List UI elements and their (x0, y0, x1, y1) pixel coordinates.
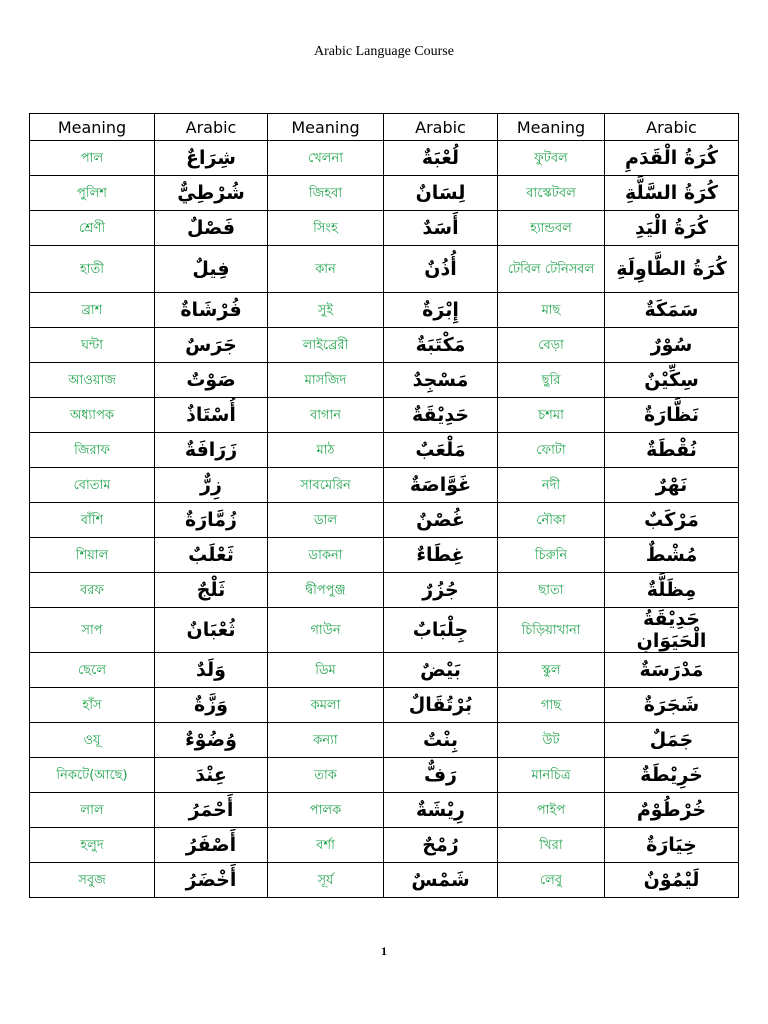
page-title: Arabic Language Course (314, 44, 454, 59)
arabic-word: ثَلْجٌ (196, 579, 226, 601)
meaning-text: লেবু (539, 872, 563, 888)
arabic-word: كُرَةُ السَّلَّةِ (625, 182, 718, 204)
meaning-cell (498, 363, 605, 398)
arabic-word: حَدِيْقَةُ الْحَيَوَانِ (636, 608, 707, 652)
table-row (30, 793, 739, 828)
arabic-word: جُزُرٌ (422, 579, 459, 601)
meaning-text: দ্বীপপুঞ্জ (305, 582, 346, 598)
meaning-text: ছেলে (77, 662, 107, 678)
column-header-arabic: Arabic (384, 114, 498, 141)
table-row (30, 246, 739, 293)
meaning-text: চিরুনি (534, 547, 568, 563)
table-row (30, 688, 739, 723)
meaning-text: ছুরি (541, 372, 561, 388)
meaning-cell (498, 141, 605, 176)
meaning-cell (30, 538, 155, 573)
arabic-word-cell (605, 863, 739, 898)
arabic-word-cell (155, 433, 268, 468)
arabic-word: فِيلٌ (192, 258, 230, 280)
table-row (30, 433, 739, 468)
table-row (30, 398, 739, 433)
arabic-word: غُصْنٌ (416, 509, 465, 531)
arabic-word: مَكْتَبَةٌ (415, 334, 466, 356)
column-header-meaning: Meaning (30, 114, 155, 141)
arabic-word: بَيْضٌ (420, 659, 461, 681)
meaning-text: জিহবা (308, 185, 343, 201)
meaning-text: সাপ (81, 622, 103, 638)
arabic-word-cell (384, 758, 498, 793)
meaning-cell (268, 653, 384, 688)
arabic-word-cell (384, 503, 498, 538)
meaning-text: বেড়া (538, 337, 564, 353)
meaning-text: নিকটে(আছে) (56, 767, 128, 783)
table-row (30, 653, 739, 688)
arabic-word: أَصْفَرُ (185, 834, 237, 856)
meaning-cell (30, 653, 155, 688)
table-header-row (30, 114, 739, 141)
meaning-text: কান (315, 261, 336, 277)
meaning-cell (268, 688, 384, 723)
arabic-word: شَجَرَةٌ (643, 694, 700, 716)
meaning-text: বাঁশি (80, 512, 104, 528)
meaning-cell (498, 293, 605, 328)
meaning-cell (268, 608, 384, 653)
arabic-word-cell (605, 363, 739, 398)
meaning-text: আওয়াজ (68, 372, 116, 388)
meaning-text: লাল (80, 802, 104, 818)
meaning-cell (30, 758, 155, 793)
arabic-word-cell (155, 573, 268, 608)
meaning-cell (268, 433, 384, 468)
meaning-text: জিরাফ (74, 442, 110, 458)
arabic-word-cell (605, 538, 739, 573)
meaning-text: মাছ (541, 302, 561, 318)
arabic-word: وُضُوْءٌ (185, 729, 237, 751)
meaning-text: ডাল (313, 512, 338, 528)
meaning-text: ডাকনা (308, 547, 343, 563)
meaning-text: স্কুল (541, 662, 561, 678)
meaning-cell (268, 793, 384, 828)
column-header-arabic: Arabic (155, 114, 268, 141)
table-row (30, 608, 739, 653)
meaning-cell (498, 758, 605, 793)
arabic-word: غَوَّاصَةٌ (409, 474, 472, 496)
table-row (30, 363, 739, 398)
arabic-word: كُرَةُ الْيَدِ (634, 217, 709, 239)
meaning-cell (498, 828, 605, 863)
arabic-word: شُرْطِيٌّ (177, 182, 245, 204)
arabic-word: أُذُنٌ (424, 258, 457, 280)
meaning-cell (268, 398, 384, 433)
arabic-word-cell (155, 863, 268, 898)
arabic-word: سُوْرٌ (650, 334, 693, 356)
arabic-word: أَسَدٌ (422, 217, 459, 239)
meaning-cell (268, 538, 384, 573)
vocabulary-table (29, 113, 739, 898)
arabic-word-cell (605, 293, 739, 328)
table-row (30, 863, 739, 898)
meaning-cell (498, 653, 605, 688)
arabic-word: نَظَّارَةٌ (644, 404, 699, 426)
arabic-word-cell (155, 758, 268, 793)
arabic-word: بُرْتُقَالٌ (408, 694, 473, 716)
arabic-word: لِسَانٌ (415, 182, 466, 204)
meaning-cell (30, 608, 155, 653)
meaning-text: সুই (317, 302, 334, 318)
meaning-cell (30, 141, 155, 176)
meaning-text: সবুজ (78, 872, 106, 888)
meaning-text: বোতাম (73, 477, 111, 493)
arabic-word-cell (384, 246, 498, 293)
arabic-word-cell (384, 863, 498, 898)
arabic-word: نَهْرٌ (655, 474, 688, 496)
arabic-word: لَيْمُوْنٌ (643, 869, 700, 891)
meaning-text: মানচিত্র (531, 767, 571, 783)
arabic-word-cell (155, 608, 268, 653)
arabic-word: مَدْرَسَةٌ (639, 659, 704, 681)
arabic-word: سِكِّيْنٌ (644, 369, 699, 391)
meaning-text: সূর্য (317, 872, 334, 888)
arabic-word: جِلْبَابٌ (412, 619, 469, 641)
arabic-word-cell (605, 758, 739, 793)
meaning-cell (30, 176, 155, 211)
arabic-word: عِنْدَ (195, 764, 227, 786)
arabic-word-cell (605, 608, 739, 653)
arabic-word-cell (155, 468, 268, 503)
meaning-cell (498, 793, 605, 828)
meaning-cell (30, 573, 155, 608)
table-row (30, 723, 739, 758)
arabic-word-cell (605, 828, 739, 863)
arabic-word-cell (155, 211, 268, 246)
meaning-text: মাঠ (316, 442, 335, 458)
arabic-word-cell (605, 211, 739, 246)
meaning-cell (268, 176, 384, 211)
meaning-cell (498, 573, 605, 608)
arabic-word: مَرْكَبٌ (644, 509, 699, 531)
arabic-word-cell (155, 828, 268, 863)
arabic-word-cell (384, 828, 498, 863)
arabic-word: مِظَلَّةٌ (646, 579, 697, 601)
meaning-text: বাগান (309, 407, 342, 423)
meaning-cell (268, 293, 384, 328)
arabic-word: مَسْجِدٌ (412, 369, 469, 391)
meaning-text: চিড়িয়াখানা (521, 622, 581, 638)
arabic-word: أَحْمَرُ (188, 799, 234, 821)
meaning-cell (268, 468, 384, 503)
meaning-text: ব্রাশ (81, 302, 103, 318)
arabic-word-cell (384, 363, 498, 398)
arabic-word: زَرَافَةٌ (184, 439, 238, 461)
arabic-word-cell (384, 141, 498, 176)
meaning-text: বরফ (80, 582, 104, 598)
meaning-cell (30, 246, 155, 293)
arabic-word-cell (155, 328, 268, 363)
arabic-word-cell (384, 573, 498, 608)
arabic-word: غِطَاءٌ (416, 544, 465, 566)
arabic-word: رِيْشَةٌ (416, 799, 465, 821)
meaning-text: লাইব্রেরী (302, 337, 349, 353)
table-row (30, 141, 739, 176)
meaning-cell (498, 328, 605, 363)
arabic-word-cell (384, 433, 498, 468)
meaning-text: শ্রেণী (78, 220, 106, 236)
arabic-word-cell (605, 688, 739, 723)
arabic-word-cell (155, 398, 268, 433)
table-row (30, 573, 739, 608)
arabic-word-cell (605, 793, 739, 828)
arabic-word-cell (384, 176, 498, 211)
meaning-cell (268, 328, 384, 363)
arabic-word: كُرَةُ الْقَدَمِ (625, 147, 718, 169)
table-row (30, 211, 739, 246)
arabic-word-cell (155, 293, 268, 328)
arabic-word: خَرِيْطَةٌ (640, 764, 703, 786)
meaning-cell (30, 433, 155, 468)
arabic-word-cell (384, 211, 498, 246)
page-number: 1 (381, 944, 387, 958)
arabic-word: أُسْتَاذٌ (186, 404, 236, 426)
meaning-cell (498, 211, 605, 246)
arabic-word-cell (384, 688, 498, 723)
meaning-cell (268, 758, 384, 793)
meaning-text: খেলনা (307, 150, 344, 166)
table-row (30, 328, 739, 363)
arabic-word: رُمْحٌ (422, 834, 459, 856)
arabic-word: وَلَدٌ (196, 659, 226, 681)
arabic-word-cell (384, 538, 498, 573)
arabic-word-cell (605, 503, 739, 538)
arabic-word-cell (155, 688, 268, 723)
arabic-word-cell (605, 328, 739, 363)
meaning-text: কন্যা (313, 732, 338, 748)
meaning-text: তাক (314, 767, 337, 783)
meaning-text: হাঁস (82, 697, 102, 713)
meaning-cell (498, 176, 605, 211)
table-row (30, 468, 739, 503)
meaning-text: ফোটা (536, 442, 566, 458)
meaning-text: চশমা (538, 407, 564, 423)
meaning-cell (30, 828, 155, 863)
arabic-word: شَمْسٌ (411, 869, 470, 891)
meaning-text: ছাতা (538, 582, 564, 598)
meaning-text: টেবিল টেনিসবল (507, 261, 595, 277)
arabic-word-cell (605, 573, 739, 608)
meaning-cell (268, 863, 384, 898)
arabic-word-cell (605, 723, 739, 758)
arabic-word: فُرْشَاةٌ (180, 299, 242, 321)
meaning-text: পালক (309, 802, 342, 818)
arabic-word-cell (384, 653, 498, 688)
arabic-word-cell (155, 176, 268, 211)
meaning-cell (498, 503, 605, 538)
column-header-meaning: Meaning (268, 114, 384, 141)
arabic-word: زُمَّارَةٌ (185, 509, 237, 531)
meaning-text: বাস্কেটবল (526, 185, 576, 201)
arabic-word-cell (155, 246, 268, 293)
meaning-text: পাল (80, 150, 104, 166)
meaning-cell (498, 246, 605, 293)
arabic-word: صَوْتٌ (186, 369, 236, 391)
meaning-text: নৌকা (536, 512, 566, 528)
meaning-text: ডিম (315, 662, 336, 678)
arabic-word-cell (605, 653, 739, 688)
arabic-word: شِرَاعٌ (186, 147, 236, 169)
arabic-word-cell (384, 723, 498, 758)
meaning-text: গাছ (540, 697, 562, 713)
meaning-text: মাসজিদ (304, 372, 347, 388)
meaning-cell (268, 211, 384, 246)
arabic-word: جَرَسٌ (185, 334, 237, 356)
meaning-cell (30, 363, 155, 398)
arabic-word-cell (384, 328, 498, 363)
meaning-text: হলুদ (80, 837, 104, 853)
table-row (30, 828, 739, 863)
arabic-word: نُقْطَةٌ (646, 439, 697, 461)
table-row (30, 538, 739, 573)
arabic-word-cell (605, 398, 739, 433)
meaning-text: ফুটবল (534, 150, 568, 166)
meaning-text: সিংহ (313, 220, 338, 236)
meaning-text: ঘন্টা (80, 337, 104, 353)
arabic-word: فَصْلٌ (186, 217, 236, 239)
arabic-word: وَزَّةٌ (194, 694, 228, 716)
arabic-word-cell (155, 653, 268, 688)
arabic-word-cell (605, 176, 739, 211)
arabic-word: مَلْعَبٌ (415, 439, 466, 461)
meaning-cell (498, 398, 605, 433)
meaning-text: নদী (541, 477, 561, 493)
arabic-word: بِنْتٌ (422, 729, 458, 751)
arabic-word: أَخْضَرُ (185, 869, 237, 891)
table-row (30, 176, 739, 211)
table-row (30, 758, 739, 793)
arabic-word: إِبْرَةٌ (422, 299, 459, 321)
meaning-cell (30, 503, 155, 538)
meaning-text: সাবমেরিন (300, 477, 351, 493)
arabic-word: حَدِيْقَةٌ (412, 404, 469, 426)
meaning-text: কমলা (310, 697, 341, 713)
meaning-cell (30, 468, 155, 503)
arabic-word-cell (155, 141, 268, 176)
meaning-cell (268, 828, 384, 863)
meaning-cell (268, 141, 384, 176)
column-header-meaning: Meaning (498, 114, 605, 141)
meaning-cell (30, 293, 155, 328)
meaning-cell (268, 503, 384, 538)
meaning-text: গাউন (310, 622, 341, 638)
arabic-word-cell (605, 246, 739, 293)
arabic-word-cell (605, 433, 739, 468)
arabic-word-cell (605, 141, 739, 176)
arabic-word-cell (155, 723, 268, 758)
arabic-word-cell (155, 538, 268, 573)
meaning-text: বর্শা (316, 837, 335, 853)
meaning-text: ওযূ (83, 732, 101, 748)
meaning-cell (498, 433, 605, 468)
arabic-word: سَمَكَةٌ (644, 299, 699, 321)
meaning-text: খিরা (539, 837, 563, 853)
meaning-cell (498, 538, 605, 573)
arabic-word: ثَعْلَبٌ (188, 544, 234, 566)
meaning-cell (498, 608, 605, 653)
table-row (30, 503, 739, 538)
meaning-text: পুলিশ (77, 185, 107, 201)
meaning-cell (498, 468, 605, 503)
arabic-word: زِرٌّ (200, 474, 222, 496)
meaning-text: হাতী (79, 261, 105, 277)
arabic-word-cell (384, 398, 498, 433)
meaning-cell (30, 328, 155, 363)
meaning-text: অধ্যাপক (69, 407, 114, 423)
arabic-word: خُرْطُوْمٌ (636, 799, 707, 821)
arabic-word-cell (384, 793, 498, 828)
arabic-word-cell (155, 503, 268, 538)
meaning-text: পাইপ (536, 802, 566, 818)
meaning-cell (30, 723, 155, 758)
arabic-word-cell (384, 293, 498, 328)
arabic-word: مُشْطٌ (645, 544, 698, 566)
arabic-word: جَمَلٌ (649, 729, 694, 751)
meaning-cell (498, 723, 605, 758)
column-header-arabic: Arabic (605, 114, 739, 141)
arabic-word-cell (384, 608, 498, 653)
meaning-cell (268, 723, 384, 758)
meaning-cell (268, 573, 384, 608)
arabic-word-cell (605, 468, 739, 503)
arabic-word: خِيَارَةٌ (646, 834, 697, 856)
meaning-cell (30, 398, 155, 433)
meaning-text: শিয়াল (75, 547, 109, 563)
meaning-cell (268, 246, 384, 293)
arabic-word: رَفٌّ (423, 764, 457, 786)
meaning-cell (30, 211, 155, 246)
table-row (30, 293, 739, 328)
meaning-cell (30, 863, 155, 898)
meaning-cell (268, 363, 384, 398)
meaning-cell (498, 863, 605, 898)
meaning-cell (30, 793, 155, 828)
arabic-word-cell (155, 363, 268, 398)
arabic-word: ثُعْبَانٌ (186, 619, 236, 641)
arabic-word: لُعْبَةٌ (421, 147, 460, 169)
meaning-text: হ্যান্ডবল (530, 220, 572, 236)
arabic-word: كُرَةُ الطَّاوِلَةِ (616, 258, 727, 280)
meaning-cell (498, 688, 605, 723)
arabic-word-cell (384, 468, 498, 503)
meaning-cell (30, 688, 155, 723)
arabic-word-cell (155, 793, 268, 828)
meaning-text: উট (542, 732, 560, 748)
